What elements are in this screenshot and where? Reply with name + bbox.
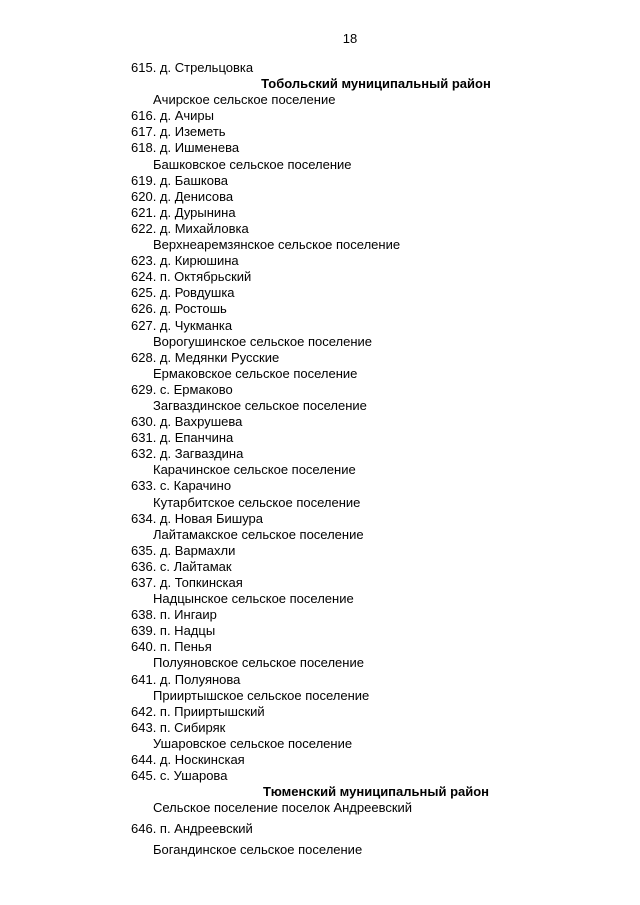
locality-item: 632. д. Загваздина [131, 446, 244, 462]
locality-item: 624. п. Октябрьский [131, 269, 252, 285]
locality-item: 620. д. Денисова [131, 188, 234, 204]
locality-item: 644. д. Носкинская [131, 752, 245, 768]
locality-item: 622. д. Михайловка [131, 220, 249, 236]
locality-item: 633. с. Карачино [131, 478, 232, 494]
locality-item: 634. д. Новая Бишура [131, 510, 264, 526]
settlement-heading: Полуяновское сельское поселение [153, 655, 364, 671]
locality-item: 626. д. Ростошь [131, 301, 227, 317]
settlement-heading: Ворогушинское сельское поселение [153, 333, 372, 349]
locality-item: 638. п. Ингаир [131, 607, 217, 623]
settlement-heading: Кутарбитское сельское поселение [153, 494, 361, 510]
locality-item: 637. д. Топкинская [131, 575, 243, 590]
locality-item: 635. д. Вармахли [131, 542, 236, 558]
settlement-heading: Лайтамакское сельское поселение [153, 526, 364, 542]
locality-item: 618. д. Ишменева [131, 140, 240, 156]
locality-item: 625. д. Ровдушка [131, 285, 235, 301]
locality-item: 645. с. Ушарова [131, 768, 228, 784]
locality-item: 646. п. Андреевский [131, 821, 253, 837]
settlement-heading: Богандинское сельское поселение [153, 841, 363, 857]
settlement-list [0, 60, 640, 858]
locality-item: 640. п. Пенья [131, 639, 212, 655]
settlement-heading: Ушаровское сельское поселение [153, 735, 353, 751]
locality-item: 631. д. Епанчина [131, 430, 234, 446]
locality-item: 619. д. Башкова [131, 172, 228, 188]
settlement-heading: Башковское сельское поселение [153, 156, 352, 172]
locality-item: 628. д. Медянки Русские [131, 349, 280, 365]
district-heading: Тобольский муниципальный район [261, 76, 491, 92]
locality-item: 642. п. Прииртышский [131, 703, 265, 719]
settlement-heading: Ермаковское сельское поселение [153, 365, 358, 381]
locality-item: 617. д. Иземеть [131, 124, 226, 140]
settlement-heading: Загваздинское сельское поселение [153, 397, 367, 413]
locality-item: 630. д. Вахрушева [131, 414, 243, 430]
locality-item: 616. д. Ачиры [131, 108, 215, 124]
locality-item: 623. д. Кирюшина [131, 253, 239, 269]
locality-item: 615. д. Стрельцовка [131, 60, 254, 75]
locality-item: 627. д. Чукманка [131, 317, 233, 333]
settlement-heading: Прииртышское сельское поселение [153, 687, 370, 703]
locality-item: 643. п. Сибиряк [131, 719, 226, 735]
locality-item: 636. с. Лайтамак [131, 558, 232, 574]
page-number: 18 [342, 31, 358, 46]
settlement-heading: Верхнеаремзянское сельское поселение [153, 237, 401, 253]
settlement-heading: Ачирское сельское поселение [153, 92, 336, 108]
locality-item: 639. п. Надцы [131, 623, 216, 639]
district-heading: Тюменский муниципальный район [262, 784, 490, 800]
locality-item: 629. с. Ермаково [131, 381, 233, 397]
locality-item: 621. д. Дурынина [131, 204, 236, 220]
settlement-heading: Карачинское сельское поселение [153, 462, 356, 478]
settlement-heading: Сельское поселение поселок Андреевский [153, 800, 413, 816]
settlement-heading: Надцынское сельское поселение [153, 591, 354, 607]
locality-item: 641. д. Полуянова [131, 671, 241, 687]
